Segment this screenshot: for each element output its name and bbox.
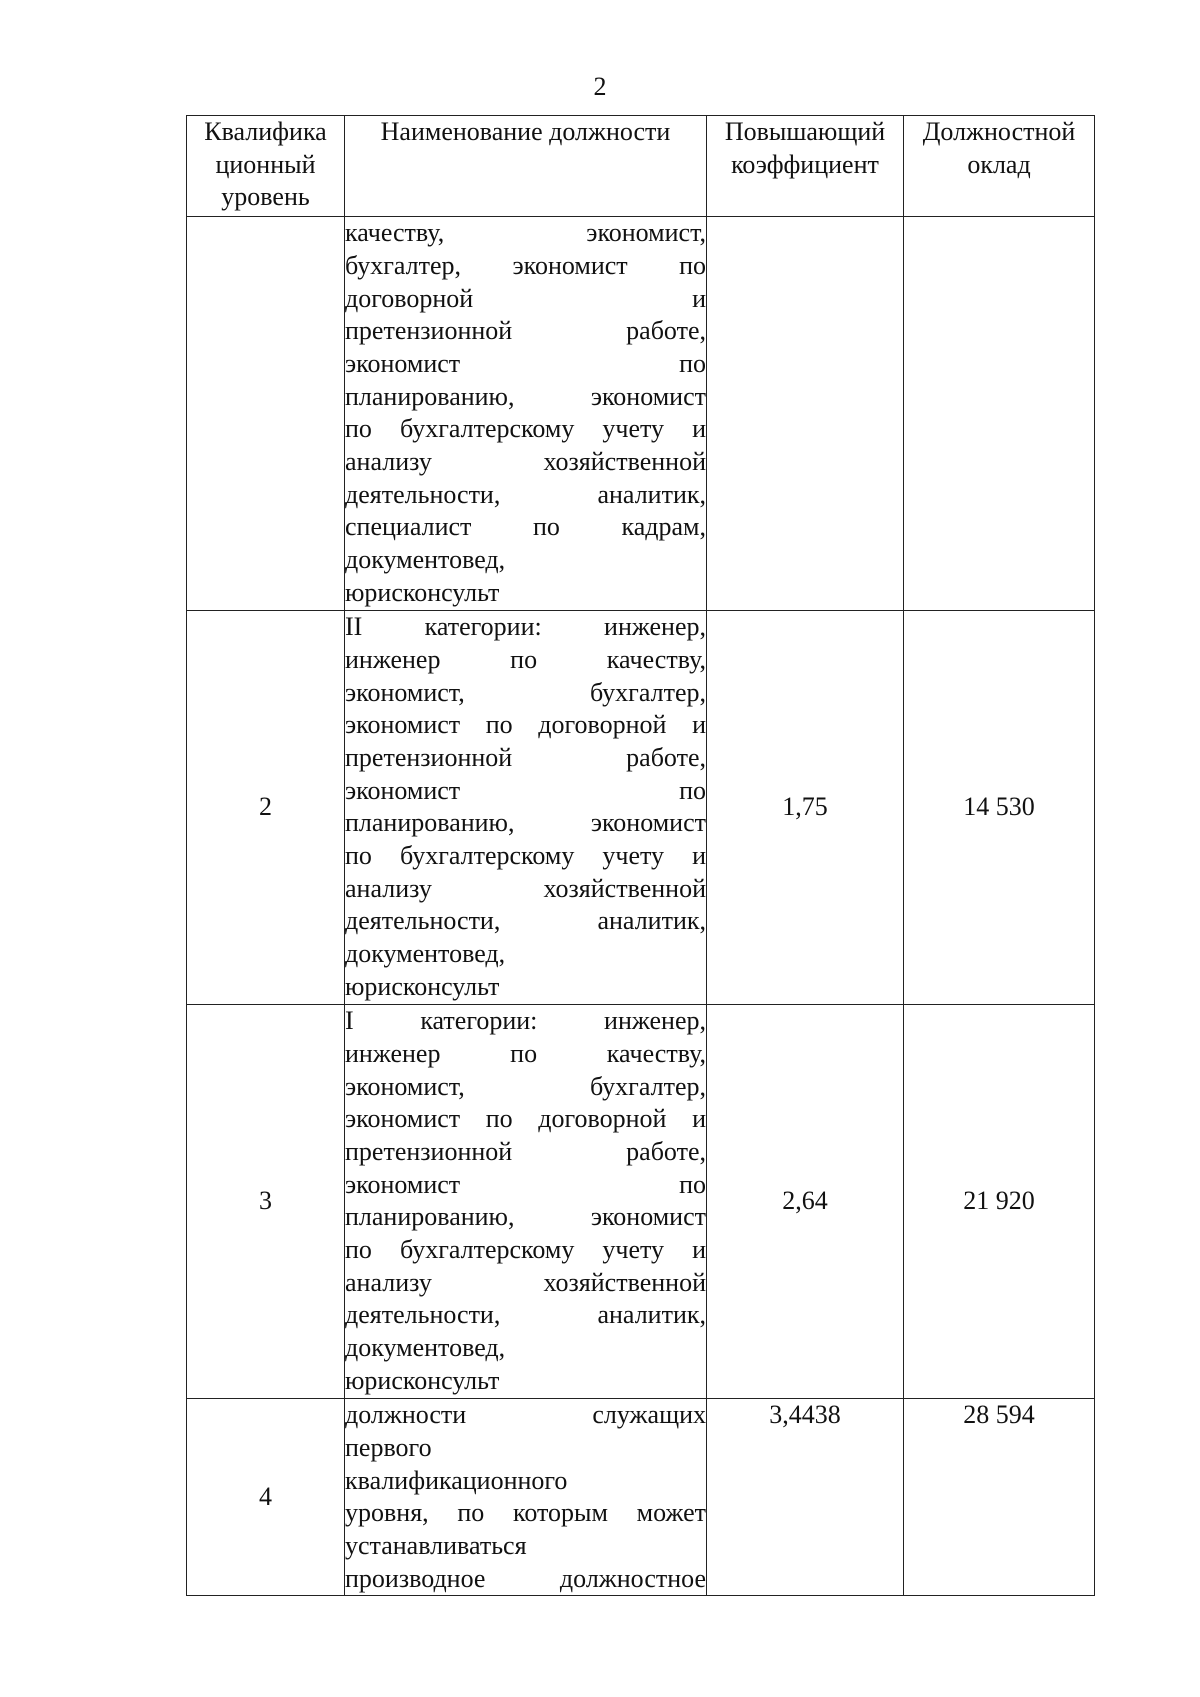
salary-cell: 21 920 <box>904 1005 1095 1399</box>
table-row <box>187 1399 1095 1596</box>
qualification-level-cell <box>187 217 345 611</box>
coefficient-cell: 3,4438 <box>707 1399 904 1596</box>
salary-cell: 14 530 <box>904 611 1095 1005</box>
header-coefficient: Повышающий коэффициент <box>707 116 904 217</box>
table-row <box>187 611 1095 1005</box>
coefficient-cell: 1,75 <box>707 611 904 1005</box>
position-name-cell: II категории: инженер, инженер по качеству, экономист, бухгалтер, экономист по договорной и претензионной работе, экономист по планированию, экономист по бухгалтерскому учету и анализу хозяйственной деятельности, аналитик, документовед, юрисконсульт <box>345 611 707 1005</box>
salary-cell: 28 594 <box>904 1399 1095 1596</box>
header-salary: Должностной оклад <box>904 116 1095 217</box>
page-number: 2 <box>593 72 607 101</box>
qualification-level-cell: 4 <box>187 1399 345 1596</box>
qualification-level-cell: 2 <box>187 611 345 1005</box>
coefficient-cell: 2,64 <box>707 1005 904 1399</box>
qualification-level-cell: 3 <box>187 1005 345 1399</box>
coefficient-cell <box>707 217 904 611</box>
table-header-row <box>187 116 1095 217</box>
header-position-name: Наименование должности <box>345 116 707 217</box>
salary-cell <box>904 217 1095 611</box>
header-qualification-level: Квалифика ционный уровень <box>187 116 345 217</box>
table-row <box>187 217 1095 611</box>
table-row <box>187 1005 1095 1399</box>
position-name-cell: I категории: инженер, инженер по качеству, экономист, бухгалтер, экономист по договорной и претензионной работе, экономист по планированию, экономист по бухгалтерскому учету и анализу хозяйственной деятельности, аналитик, документовед, юрисконсульт <box>345 1005 707 1399</box>
position-name-cell: качеству, экономист, бухгалтер, экономист по договорной и претензионной работе, экономист по планированию, экономист по бухгалтерскому учету и анализу хозяйственной деятельности, аналитик, специалист по кадрам, документовед, юрисконсульт <box>345 217 707 611</box>
salary-table <box>186 115 1095 1596</box>
position-name-cell: должности служащих первого квалификационного уровня, по которым может устанавливаться производное должностное <box>345 1399 707 1596</box>
